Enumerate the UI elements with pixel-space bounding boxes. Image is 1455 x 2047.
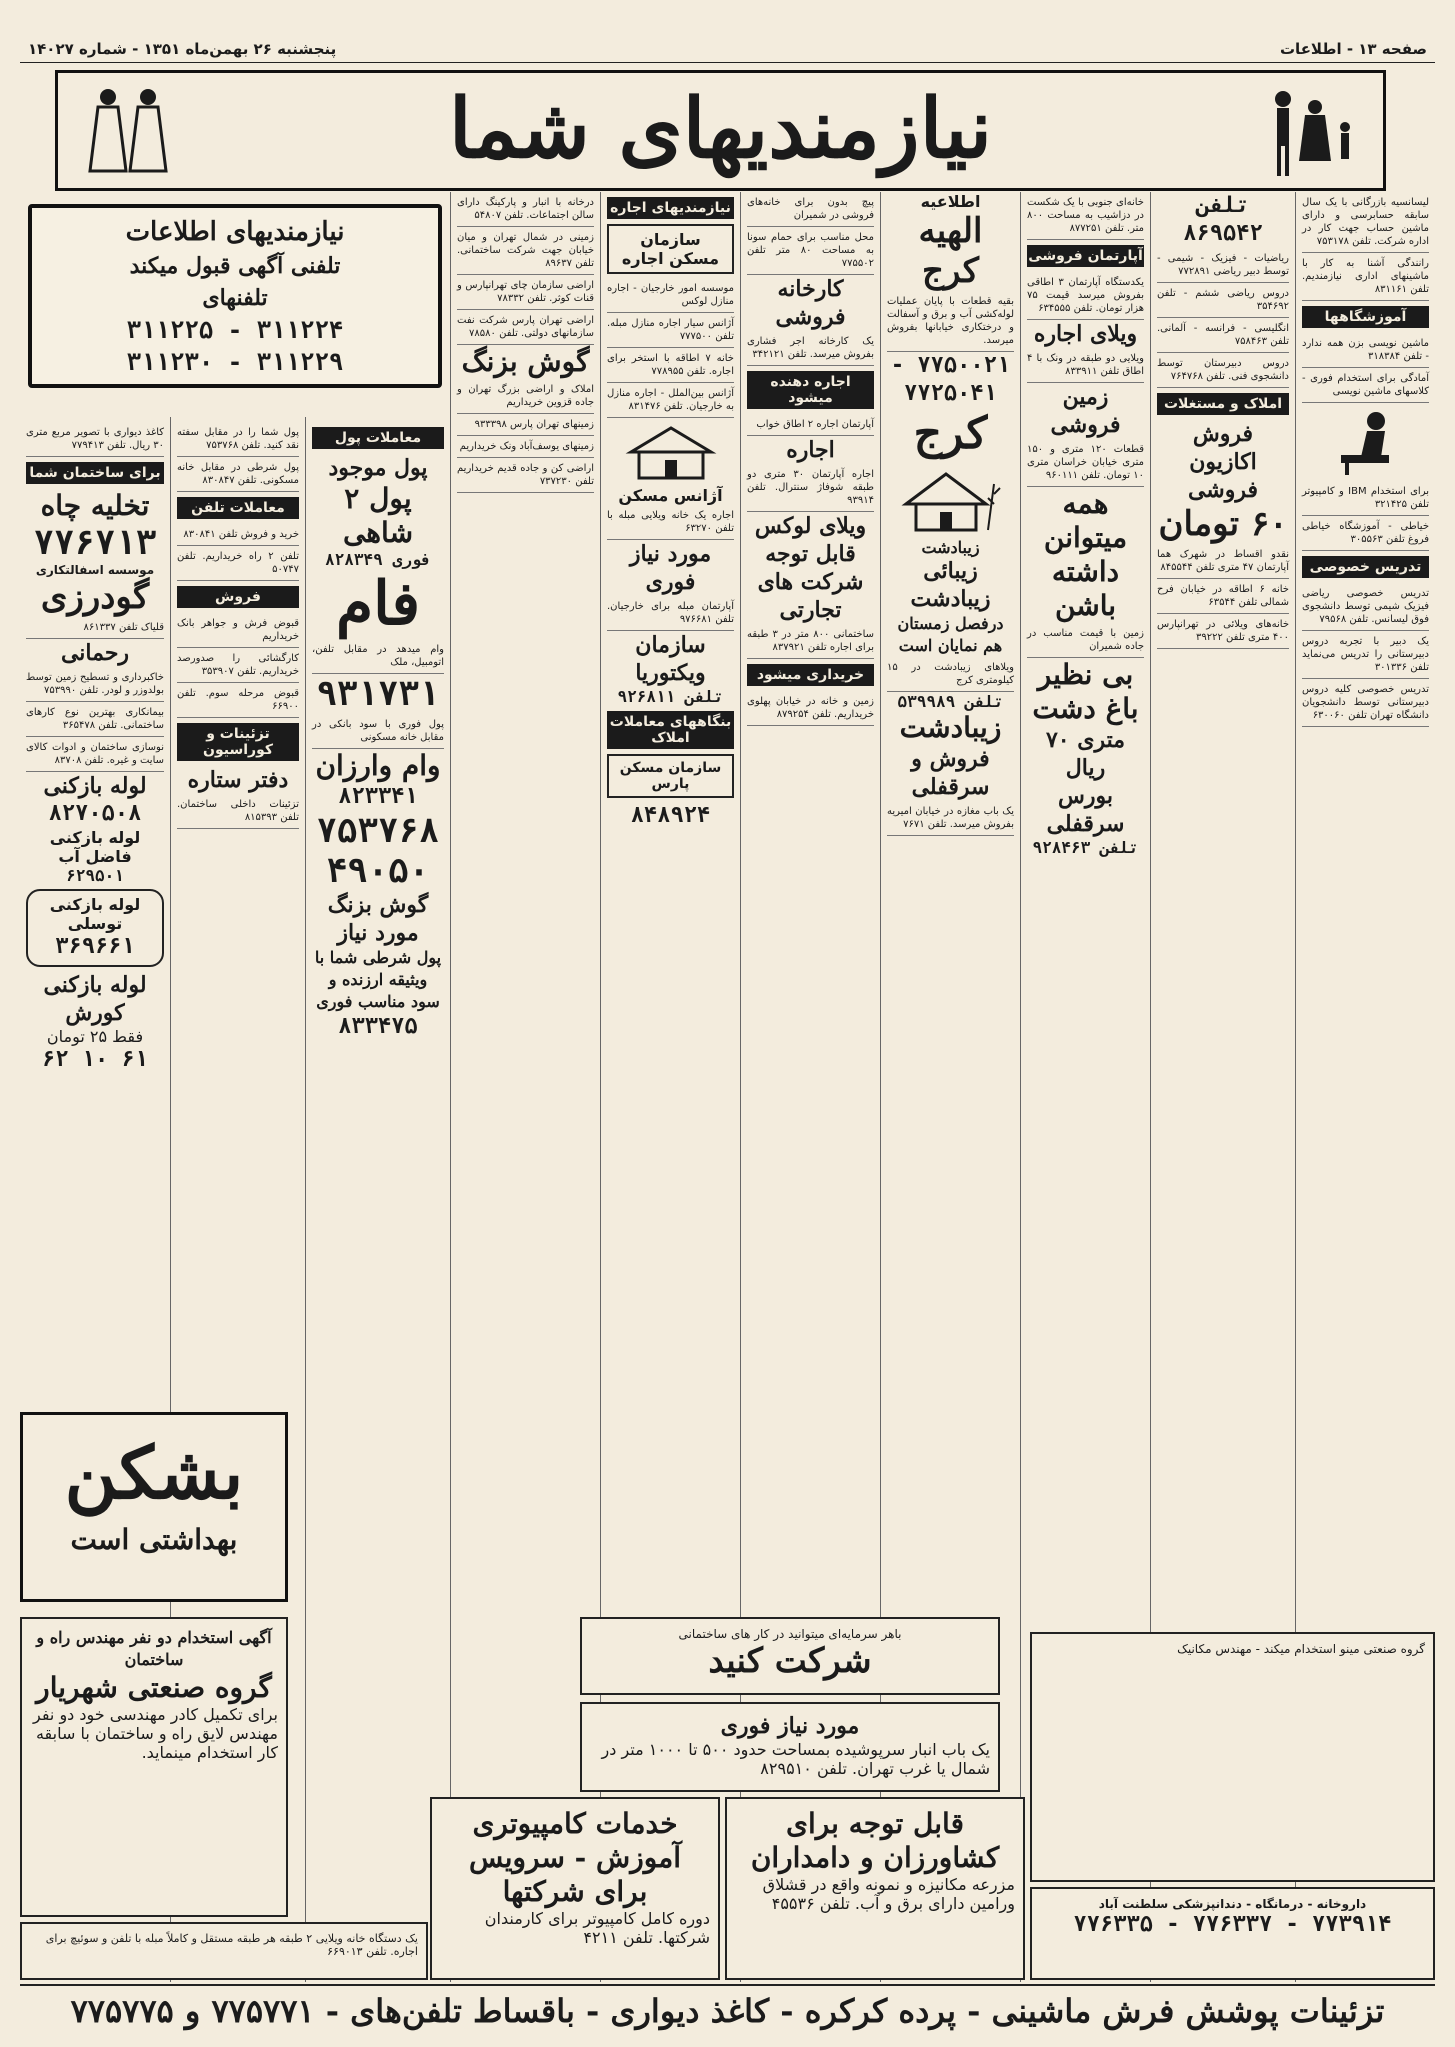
ad-item: کاغذ دیواری با تصویر مربع متری ۳۰ ریال. تلفن ۷۷۹۴۱۳ — [26, 422, 164, 457]
farmer-text: مزرعه مکانیزه و نمونه واقع در قشلاق ورامین دارای برق و آب. تلفن ۴۵۵۳۶ — [762, 1875, 1015, 1913]
ad-item: قبوض فرش و جواهر بانک خریداریم — [177, 613, 299, 648]
loan-head: وام وارزان — [315, 749, 441, 782]
villa-rent-block — [20, 1922, 428, 1980]
pharmacy-text: داروخانه - درمانگاه - دندانپزشکی سلطنت آباد — [1098, 1897, 1367, 1911]
ad-item: خانه ۷ اطاقه با استخر برای اجاره. تلفن ۷۷۸۹۵۵ — [607, 348, 734, 383]
pharmacy-phones: ۷۷۳۹۱۴ - ۷۷۶۳۳۷ - ۷۷۶۳۳۵ — [1073, 1912, 1392, 1937]
ad-item: درخانه با انبار و پارکینگ دارای سالن اجتماعات. تلفن ۵۴۸۰۷ — [457, 192, 594, 227]
section-header-rent-needs: نیازمندیهای اجاره — [607, 197, 734, 219]
need-head-2: مورد نیاز — [337, 920, 419, 946]
logo-ad-sub: بهداشتی است — [70, 1523, 238, 1556]
ad-item: رانندگی آشنا به کار با ماشینهای اداری نیازمندیم. تلفن ۸۳۱۱۶۱ — [1302, 253, 1429, 301]
ad-item: خرید و فروش تلفن ۸۳۰۸۴۱ — [177, 524, 299, 546]
ad-item: آژانس بین‌الملل - اجاره منازل به خارجیان. تلفن ۸۳۱۴۷۶ — [607, 383, 734, 418]
ad-item: پول فوری با سود بانکی در مقابل خانه مسکونی — [312, 714, 444, 749]
property-head: فروش — [1192, 421, 1254, 447]
ad-item: محل مناسب برای حمام سونا به مساحت ۸۰ متر تلفن ۷۷۵۵۰۲ — [747, 227, 874, 275]
computer-block — [430, 1797, 720, 1980]
family-illustration-icon — [1253, 81, 1373, 181]
korosh-head: لوله بازکنی کورش — [43, 972, 147, 1026]
ad-item: خانه‌ای جنوبی با یک شکست در دزاشیب به مساحت ۸۰۰ متر. تلفن ۸۷۷۲۵۱ — [1027, 192, 1144, 240]
ad-item: نقدو اقساط در شهرک هما آپارتمان ۴۷ متری تلفن ۸۴۵۵۴۴ — [1157, 544, 1289, 579]
ad-item: یک کارخانه اجر فشاری بفروش میرسد. تلفن ۳۴۲۱۲۱ — [747, 331, 874, 366]
bus-head: بورس سرقفلی — [1046, 783, 1125, 837]
ad-item: قلیاک تلفن ۸۶۱۳۳۷ — [26, 617, 164, 639]
ad-item: انگلیسی - فرانسه - آلمانی. تلفن ۷۵۸۴۶۳ — [1157, 318, 1289, 353]
ad-item: خانه‌های ویلائی در تهرانپارس ۴۰۰ متری تلفن ۳۹۲۲۲ — [1157, 614, 1289, 649]
masthead-banner — [55, 70, 1386, 191]
property-sub: اکازیون فروشی — [1187, 449, 1259, 503]
need-text-2: پول شرطی شما با ویثیقه ارزنده و سود مناسب فوری — [314, 948, 442, 1011]
ziba-head: زیبائی زیبادشت — [910, 558, 991, 612]
karaj-phones: ۷۷۵۰۰۲۱ - ۷۷۲۵۰۴۱ — [890, 353, 1011, 406]
couple-illustration-icon — [68, 81, 188, 181]
notice-label: اطلاعیه — [920, 192, 981, 211]
engineer-block — [1030, 1632, 1435, 1882]
ad-item: یک باب مغازه در خیابان امیریه بفروش میرسد. تلفن ۷۶۷۱ — [887, 801, 1014, 836]
ad-item: ویلاهای زیبادشت در ۱۵ کیلومتری کرج — [887, 657, 1014, 692]
inquiry-box — [28, 204, 442, 388]
ad-item: املاک و اراضی بزرگ تهران و جاده قزوین خریداریم — [457, 379, 594, 414]
urgent-block — [580, 1702, 1000, 1792]
ad-item: اراضی سازمان چای تهرانپارس و قنات کوثر. تلفن ۷۸۳۳۲ — [457, 275, 594, 310]
land-head: زمین فروشی — [1050, 384, 1121, 438]
participate-head: شرکت کنید — [708, 1641, 872, 1681]
house-logo-icon — [896, 464, 1006, 534]
farmer-block — [725, 1797, 1025, 1980]
section-header-building: برای ساختمان شما — [26, 462, 164, 484]
well-head: تخلیه چاه — [40, 489, 150, 522]
ziba-phone: تلفن ۵۳۹۹۸۹ — [897, 692, 1004, 711]
ad-item: زمینهای تهران پارس ۹۳۳۳۹۸ — [457, 414, 594, 436]
section-header-agencies: بنگاههای معاملات املاک — [607, 711, 734, 749]
ad-item: دروس دبیرستان توسط دانشجوی فنی. تلفن ۷۶۴۷۶۸ — [1157, 353, 1289, 388]
participate-block — [580, 1617, 1000, 1695]
ad-item: زمین با قیمت مناسب در جاده شمیران — [1027, 623, 1144, 658]
ad-item: زمین و خانه در خیابان پهلوی خریداریم. تلفن ۸۷۹۲۵۴ — [747, 691, 874, 726]
ad-item: لیسانسیه بازرگانی با یک سال سابقه حسابرسی و دارای ماشین حساب جهت کار در اداره شرکت. تلفن ۷۵۳۱۷۸ — [1302, 192, 1429, 253]
decor-head: دفتر ستاره — [187, 767, 289, 793]
karaj-head: الهیه کرج — [918, 211, 983, 291]
pipe2-phone: ۶۲۹۵۰۱ — [66, 866, 124, 885]
ad-item: زمینی در شمال تهران و میان خیابان جهت شرکت ساختمانی. تلفن ۸۹۶۳۷ — [457, 227, 594, 275]
loan-phone-2: ۷۵۳۷۶۸ — [316, 811, 440, 851]
participate-text: باهر سرمایه‌ای میتوانید در کار های ساختمانی — [678, 1627, 902, 1641]
godarzi-head: گودرزی — [40, 577, 150, 617]
ad-item: کارگشائی را صدورصد خریداریم. تلفن ۳۵۳۹۰۷ — [177, 648, 299, 683]
farmer-head: قابل توجه برای — [786, 1807, 964, 1840]
ad-item: آپارتمان اجاره ۲ اطاق خواب — [747, 414, 874, 436]
ad-item: زمینهای یوسف‌آباد ونک خریداریم — [457, 436, 594, 458]
house-icon — [621, 422, 721, 482]
fam-phone: ۹۳۱۷۳۱ — [316, 674, 440, 714]
ad-item: خیاطی - آموزشگاه خیاطی فروغ تلفن ۳۰۵۵۶۳ — [1302, 516, 1429, 551]
ad-item: موسسه امور خارجیان - اجاره منازل لوکس — [607, 278, 734, 313]
meter-price: متری ۷۰ ریال — [1045, 727, 1126, 781]
hiring-ad-block — [20, 1617, 288, 1917]
hiring-company: گروه صنعتی شهریار — [36, 1671, 272, 1704]
ad-item: قبوض مرحله سوم. تلفن ۶۶۹۰۰ — [177, 683, 299, 718]
ad-item: اجاره یک خانه ویلایی مبله با تلفن ۶۳۲۷۰ — [607, 505, 734, 540]
godarzi-sub: موسسه اسفالتکاری — [35, 563, 155, 577]
gosh-head: گوش بزنگ — [461, 345, 590, 378]
classified-columns — [20, 192, 1435, 1982]
ziba-logo: زیبادشت — [921, 538, 980, 557]
korosh-phone: ۶۱ ۱۰ ۶۲ — [42, 1047, 148, 1072]
pipe2-head: لوله بازکنی فاضل آب — [49, 828, 141, 866]
ad-item: آژانس سیار اجاره منازل مبله. تلفن ۷۷۷۵۰۰ — [607, 313, 734, 348]
bus-phone: تلفن ۹۲۸۴۶۳ — [1032, 838, 1139, 857]
tavassoli-box — [26, 889, 164, 967]
need-head: مورد نیاز فوری — [629, 541, 712, 595]
ad-item: تزئینات داخلی ساختمان. تلفن ۸۱۵۳۹۳ — [177, 794, 299, 829]
section-header-phone-trade: معاملات تلفن — [177, 497, 299, 519]
rahmani-head: رحمانی — [60, 640, 130, 666]
victoria-phone: تلفن ۹۲۶۸۱۱ — [617, 687, 724, 706]
ad-item: ساختمانی ۸۰۰ متر در ۳ طبقه برای اجاره تلفن ۸۳۷۹۲۱ — [747, 624, 874, 659]
need-phone-2: ۸۳۳۴۷۵ — [338, 1014, 418, 1039]
inquiry-wide-block — [20, 192, 450, 417]
hiring-title: آگهی استخدام دو نفر مهندس راه و ساختمان — [36, 1628, 272, 1669]
rent-org-box: سازمان مسکن اجاره — [607, 224, 734, 274]
villa-head: ویلای لوکس — [754, 513, 867, 539]
tavassoli-label: لوله بازکنی توسلی — [49, 895, 141, 933]
issue-info: پنجشنبه ۲۶ بهمن‌ماه ۱۳۵۱ - شماره ۱۴۰۲۷ — [28, 40, 337, 58]
tutor-phone: تلفن ۸۶۹۵۴۲ — [1183, 193, 1263, 246]
villa-head: ویلای اجاره — [1033, 321, 1138, 347]
page-label: صفحه ۱۳ - اطلاعات — [1279, 40, 1427, 58]
ad-item: خانه ۶ اطاقه در خیابان فرح شمالی تلفن ۶۳۵۴۴ — [1157, 579, 1289, 614]
property-price: ۶۰ تومان — [1158, 504, 1288, 544]
loan-phone: ۸۲۳۳۴۱ — [338, 784, 418, 809]
section-header-schools: آموزشگاهها — [1302, 306, 1429, 328]
ad-item: اراضی کن و جاده قدیم خریداریم تلفن ۷۳۷۲۳۰ — [457, 458, 594, 493]
ad-item: تدریس خصوصی کلیه دروس دبیرستانی توسط دانشجویان دانشگاه تهران تلفن ۶۳۰۰۶۰ — [1302, 679, 1429, 727]
masthead-title: نیازمندیهای شما — [448, 81, 993, 177]
footer-ad-strip: تزئینات پوشش فرش ماشینی - پرده کرکره - کاغذ دیواری - باقساط تلفن‌های - ۷۷۵۷۷۱ و ۷۷۵۷۷۵ — [20, 1984, 1435, 2036]
inquiry-phones-2: ۳۱۱۲۳۰ - ۳۱۱۲۲۹ — [126, 348, 344, 376]
ad-item: دروس ریاضی ششم - تلفن ۳۵۴۶۹۲ — [1157, 283, 1289, 318]
well-phone: ۷۷۶۷۱۳ — [33, 523, 157, 563]
ad-item: بقیه قطعات با پایان عملیات لوله‌کشی آب و برق و آسفالت و درختکاری خیابانها بفروش میرسد. — [887, 291, 1014, 352]
engineer-text: گروه صنعتی مینو استخدام میکند - مهندس مکانیک — [1177, 1642, 1425, 1656]
ad-item: یکدستگاه آپارتمان ۳ اطاقی بفروش میرسد قیمت ۷۵ هزار تومان. تلفن ۶۳۴۵۵۵ — [1027, 272, 1144, 320]
urgent-head: مورد نیاز فوری — [720, 1713, 860, 1739]
column-8 — [305, 192, 450, 1982]
agency-phone: ۸۴۸۹۲۴ — [630, 803, 711, 828]
inquiry-phones-label: تلفنهای — [202, 285, 268, 311]
pool-sub: پول ۲ شاهی — [342, 482, 414, 549]
ad-item: تلفن ۲ راه خریداریم. تلفن ۵۰۷۴۷ — [177, 546, 299, 581]
ad-item: اجاره آپارتمان ۳۰ متری دو طبقه شوفاژ سنترال. تلفن ۹۳۹۱۴ — [747, 464, 874, 512]
ziba-sub: درفصل زمستان هم نمایان است — [897, 614, 1004, 655]
section-header-buyer: خریداری میشود — [747, 664, 874, 686]
fam-logo: فام — [335, 569, 421, 639]
section-header-property: املاک و مستغلات — [1157, 393, 1289, 415]
ad-item: پول شرطی در مقابل خانه مسکونی. تلفن ۸۳۰۸۴۷ — [177, 457, 299, 492]
korosh-text: فقط ۲۵ تومان — [46, 1027, 144, 1046]
section-header-rent: اجاره دهنده میشود — [747, 371, 874, 409]
agency-box: سازمان مسکن پارس — [607, 754, 734, 798]
pipe-phone: ۸۲۷۰۵۰۸ — [48, 801, 142, 826]
section-header-sale: فروش — [177, 586, 299, 608]
ad-item: ماشین نویسی بزن همه ندارد - تلفن ۳۱۸۳۸۴ — [1302, 333, 1429, 368]
section-header-private-tutoring: تدریس خصوصی — [1302, 556, 1429, 578]
ad-item: وام میدهد در مقابل تلفن، اتومبیل، ملک — [312, 639, 444, 674]
villa-rent-text: یک دستگاه خانه ویلایی ۲ طبقه هر طبقه مستقل و کاملاً مبله با تلفن و سوئیچ برای اجاره. تلفن ۶۶۹۰۱۳ — [45, 1932, 418, 1958]
typist-illustration-icon — [1331, 407, 1401, 477]
tavassoli-phone: ۳۶۹۶۶۱ — [55, 934, 135, 959]
computer-head: خدمات کامپیوتری — [472, 1807, 678, 1840]
ad-item: قطعات ۱۲۰ متری و ۱۵۰ متری خیابان خراسان متری ۱۰ تومان. تلفن ۹۶۰۱۱۱ — [1027, 439, 1144, 487]
column-7 — [450, 192, 600, 1982]
farmer-sub: کشاورزان و دامداران — [750, 1841, 1000, 1874]
hamishe-head: همه میتوانن — [1043, 487, 1128, 554]
computer-text: دوره کامل کامپیوتر برای کارمندان شرکتها. تلفن ۴۲۱۱ — [484, 1909, 710, 1947]
karaj-subhead: کرج — [913, 408, 988, 459]
ad-item: آمادگی برای استخدام فوری - کلاسهای ماشین نویسی — [1302, 368, 1429, 403]
computer-sub: آموزش - سرویس — [469, 1841, 681, 1874]
ziba-footer: زیبادشت — [899, 711, 1002, 744]
ad-item: برای استخدام IBM و کامپیوتر تلفن ۳۲۱۴۲۵ — [1302, 481, 1429, 516]
ad-item: ریاضیات - فیزیک - شیمی - توسط دبیر ریاضی ۷۷۲۸۹۱ — [1157, 248, 1289, 283]
gosh-head-2: گوش بزنگ — [327, 892, 429, 918]
pipe-head: لوله بازکنی — [43, 773, 147, 799]
traffic-head: قابل توجه شرکت های تجارتی — [757, 541, 864, 623]
section-header-apartment: آپارتمان فروشی — [1027, 245, 1144, 267]
ad-item: پول شما را در مقابل سفته نقد کنید. تلفن ۷۵۳۷۶۸ — [177, 422, 299, 457]
pharmacy-block — [1030, 1887, 1435, 1980]
house-logo-label: آژانس مسکن — [618, 486, 723, 505]
hamishe-sub: داشته باشن — [1051, 555, 1120, 622]
inquiry-sub: تلفنی آگهی قبول میکند — [129, 253, 341, 279]
inquiry-phones-1: ۳۱۱۲۲۵ - ۳۱۱۲۲۴ — [126, 316, 344, 344]
victoria-head: سازمان ویکتوریا — [635, 632, 706, 686]
ad-item: اراضی تهران پارس شرکت نفت سازمانهای دولتی. تلفن ۷۸۵۸۰ — [457, 310, 594, 345]
ad-item: آپارتمان مبله برای خارجیان. تلفن ۹۷۶۶۸۱ — [607, 596, 734, 631]
pool-phone: فوری ۸۲۸۳۴۹ — [325, 550, 431, 569]
ad-item: نوسازی ساختمان و ادوات کالای سایت و غیره. تلفن ۸۳۷۰۸ — [26, 737, 164, 772]
bagh-head: باغ دشت — [1032, 692, 1139, 725]
unique-head: بی نظیر — [1037, 658, 1134, 691]
ad-item: ویلایی دو طبقه در ونک با ۴ اطاق تلفن ۸۳۳۹۱۱ — [1027, 348, 1144, 383]
inquiry-title: نیازمندیهای اطلاعات — [125, 217, 345, 247]
ad-item: خاکبرداری و تسطیح زمین توسط بولدوزر و لودر. تلفن ۷۵۳۹۹۰ — [26, 667, 164, 702]
page-header — [20, 38, 1435, 63]
computer-sub-2: برای شرکتها — [502, 1875, 648, 1908]
urgent-text: یک باب انبار سرپوشیده بمساحت حدود ۵۰۰ تا ۱۰۰۰ متر در شمال یا غرب تهران. تلفن ۸۲۹۵۱۰ — [601, 1740, 990, 1778]
ad-item: تدریس خصوصی ریاضی فیزیک شیمی توسط دانشجوی فوق لیسانس. تلفن ۷۹۵۶۸ — [1302, 583, 1429, 631]
logo-ad-head: بشکن — [64, 1430, 244, 1515]
section-header-money-trade: معاملات پول — [312, 427, 444, 449]
ad-item: بیمانکاری بهترین نوع کارهای ساختمانی. تلفن ۳۶۵۴۷۸ — [26, 702, 164, 737]
logo-ad-block — [20, 1412, 288, 1602]
pool-head: پول موجود — [328, 455, 428, 481]
loan-number: ۴۹۰۵۰ — [326, 851, 430, 891]
factory-head: کارخانه فروشی — [775, 276, 846, 330]
hiring-text: برای تکمیل کادر مهندسی خود دو نفر مهندس لایق راه و ساختمان با سابقه کار استخدام مینماید. — [32, 1705, 278, 1762]
section-header-decoration: تزئینات و کوراسیون — [177, 723, 299, 761]
ad-item: یک دبیر با تجربه دروس دبیرستانی را تدریس می‌نماید تلفن ۳۰۱۳۳۶ — [1302, 631, 1429, 679]
shop-head: فروش و سرقفلی — [911, 746, 990, 800]
ad-item: پیچ بدون برای خانه‌های فروشی در شمیران — [747, 192, 874, 227]
rent-head: اجاره — [786, 437, 835, 463]
